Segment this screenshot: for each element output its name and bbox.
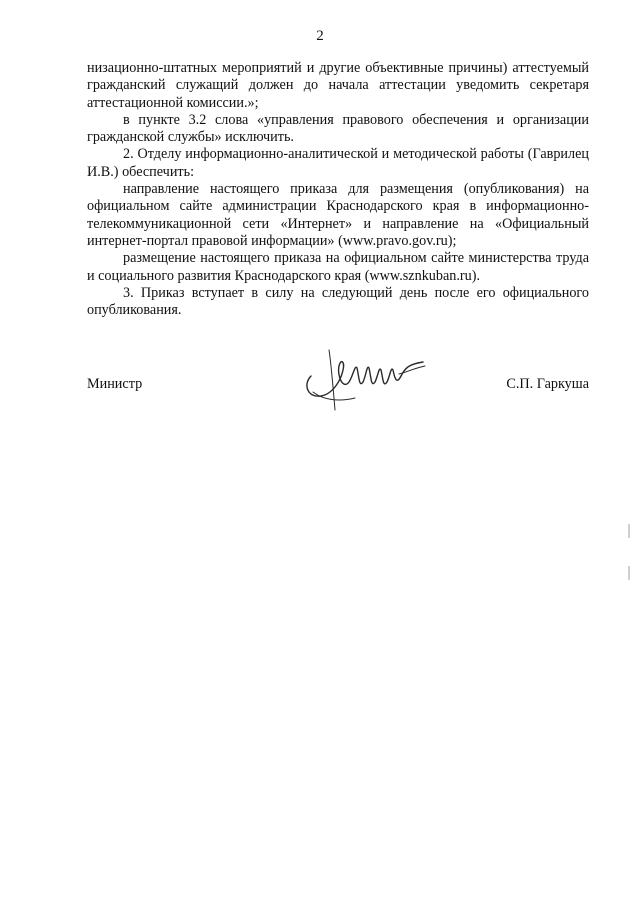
paragraph-publication-portal: направление настоящего приказа для размещения (опубликования) на официальном сайте администрации Краснодарского края в информационно-телекоммуникационной сети «Интернет» и направление на «Официальный интернет-портал правовой информации» (www.pravo.gov.ru); [87, 181, 589, 249]
document-body [87, 60, 589, 319]
paragraph-publication-ministry-site: размещение настоящего приказа на официальном сайте министерства труда и социального развития Краснодарского края (www.sznkuban.ru). [87, 250, 589, 284]
signatory-name: С.П. Гаркуша [506, 376, 589, 392]
paragraph-item-3-2: в пункте 3.2 слова «управления правового обеспечения и организации гражданской службы» исключить. [87, 111, 589, 146]
scan-margin-mark [628, 524, 630, 538]
paragraph-section-3: 3. Приказ вступает в силу на следующий день после его официального опубликования. [87, 284, 589, 319]
scan-margin-mark [628, 566, 630, 580]
paragraph-section-2: 2. Отделу информационно-аналитической и методической работы (Гаврилец И.В.) обеспечить: [87, 146, 589, 180]
paragraph-continuation: низационно-штатных мероприятий и другие объективные причины) аттестуемый гражданский служащий должен до начала аттестации уведомить секретаря аттестационной комиссии.»; [87, 60, 589, 111]
handwritten-signature [299, 346, 429, 412]
signature-block [87, 370, 589, 410]
page-number: 2 [316, 28, 324, 44]
signatory-title: Министр [87, 376, 143, 392]
